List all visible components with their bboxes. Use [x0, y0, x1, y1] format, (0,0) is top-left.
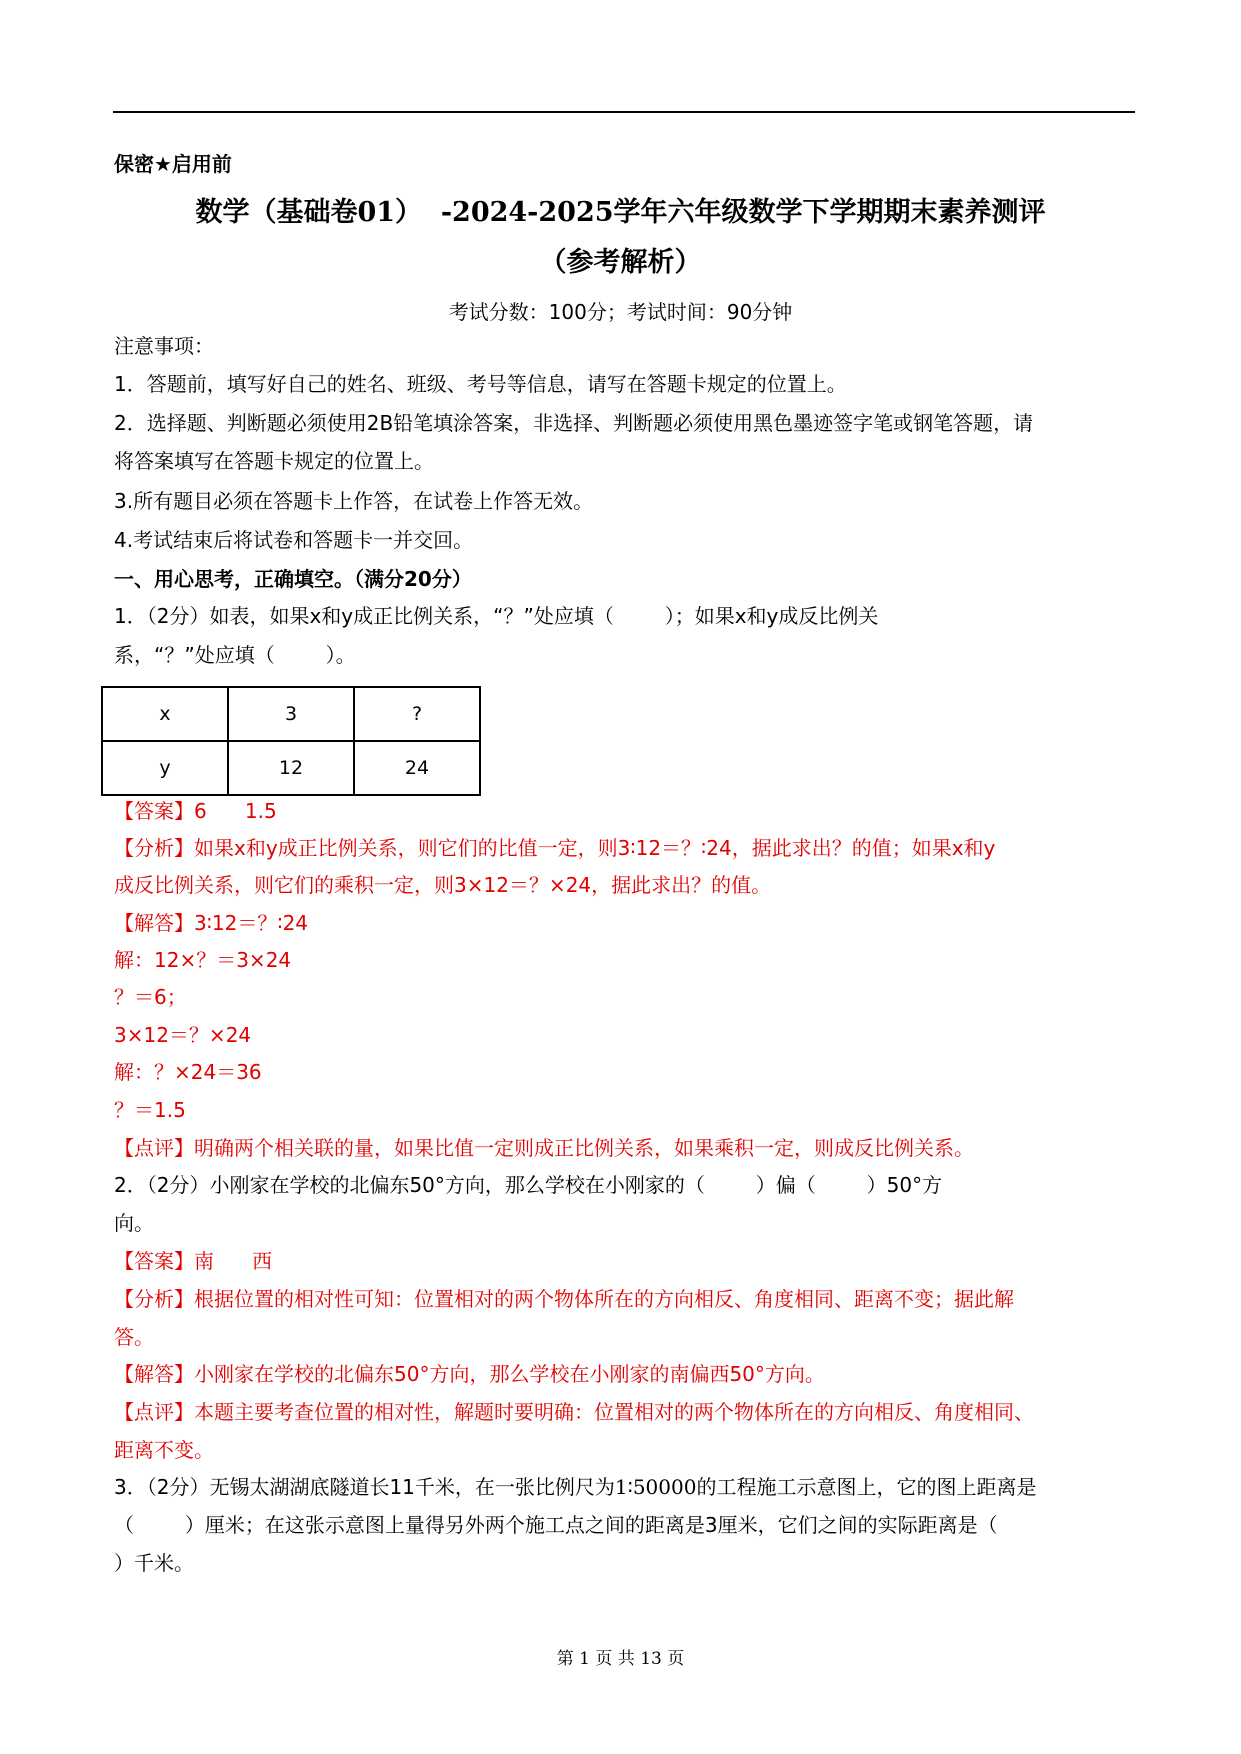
question-1-solution: 解：？×24＝36	[114, 1060, 262, 1084]
scale-ratio: 1∶50000	[614, 1475, 697, 1499]
question-1-solution: 3×12＝？×24	[114, 1023, 252, 1047]
notice-item: 1．答题前，填写好自己的姓名、班级、考号等信息，请写在答题卡规定的位置上。	[114, 372, 847, 396]
page-title: 数学（基础卷01） -2024-2025学年六年级数学下学期期末素养测评	[195, 197, 1046, 228]
notice-item: 将答案填写在答题卡规定的位置上。	[114, 449, 434, 473]
page-subtitle: （参考解析）	[539, 247, 702, 278]
question-1-answer: 【答案】6 1.5	[114, 799, 277, 823]
question-2-analysis: 【分析】根据位置的相对性可知：位置相对的两个物体所在的方向相反、角度相同、距离不变；据此解	[114, 1287, 1014, 1311]
table-cell: x	[102, 687, 228, 741]
question-1-text: 1．（2分）如表，如果x和y成正比例关系，“？”处应填（ ）；如果x和y成反比例关	[114, 604, 879, 628]
question-1-comment: 【点评】明确两个相关联的量，如果比值一定则成正比例关系，如果乘积一定，则成反比例关系。	[114, 1136, 974, 1160]
question-1-solution: 【解答】3∶12＝？∶24	[114, 911, 309, 935]
question-1-table	[101, 686, 481, 796]
notice-heading: 注意事项：	[114, 334, 214, 358]
question-3-text	[114, 1473, 1036, 1501]
question-3-text: ）千米。	[114, 1551, 194, 1575]
question-2-solution: 【解答】小刚家在学校的北偏东50°方向，那么学校在小刚家的南偏西50°方向。	[114, 1362, 825, 1386]
table-row	[102, 687, 480, 741]
question-2-comment: 【点评】本题主要考查位置的相对性，解题时要明确：位置相对的两个物体所在的方向相反、角度相同、	[114, 1400, 1034, 1424]
question-2-text: 2．（2分）小刚家在学校的北偏东50°方向，那么学校在小刚家的（ ）偏（ ）50°方	[114, 1173, 943, 1197]
table-cell: y	[102, 741, 228, 795]
table-cell: ?	[354, 687, 480, 741]
table-cell: 3	[228, 687, 354, 741]
question-2-text: 向。	[114, 1211, 154, 1235]
table-cell: 24	[354, 741, 480, 795]
exam-info: 考试分数：100分；考试时间：90分钟	[448, 300, 793, 324]
notice-item: 3.所有题目必须在答题卡上作答，在试卷上作答无效。	[114, 489, 594, 513]
notice-item: 4.考试结束后将试卷和答题卡一并交回。	[114, 528, 474, 552]
question-1-text: 系，“？”处应填（ ）。	[114, 643, 356, 667]
question-1-solution: ？＝1.5	[114, 1098, 186, 1122]
question-3-text-part: 的工程施工示意图上，它的图上距离是	[696, 1475, 1037, 1499]
table-row	[102, 741, 480, 795]
question-1-analysis: 成反比例关系，则它们的乘积一定，则3×12＝？×24，据此求出？的值。	[114, 873, 772, 897]
question-1-analysis: 【分析】如果x和y成正比例关系，则它们的比值一定，则3∶12＝？∶24，据此求出？的值；如果x和y	[114, 836, 996, 860]
question-2-comment: 距离不变。	[114, 1438, 214, 1462]
question-2-analysis: 答。	[114, 1325, 154, 1349]
question-3-text: （ ）厘米；在这张示意图上量得另外两个施工点之间的距离是3厘米，它们之间的实际距离是（	[114, 1513, 998, 1537]
confidential-label: 保密★启用前	[114, 152, 232, 176]
section-heading: 一、用心思考，正确填空。（满分20分）	[114, 567, 472, 591]
question-3-text-part: 3．（2分）无锡太湖湖底隧道长11千米，在一张比例尺为	[114, 1475, 615, 1499]
table-cell: 12	[228, 741, 354, 795]
top-rule	[113, 111, 1135, 113]
question-1-solution: ？＝6；	[114, 985, 187, 1009]
page-number: 第 1 页 共 13 页	[556, 1649, 685, 1669]
question-1-solution: 解：12×？＝3×24	[114, 948, 292, 972]
question-2-answer: 【答案】南 西	[114, 1249, 273, 1273]
notice-item: 2．选择题、判断题必须使用2B铅笔填涂答案，非选择、判断题必须使用黑色墨迹签字笔或钢笔答题，请	[114, 411, 1034, 435]
